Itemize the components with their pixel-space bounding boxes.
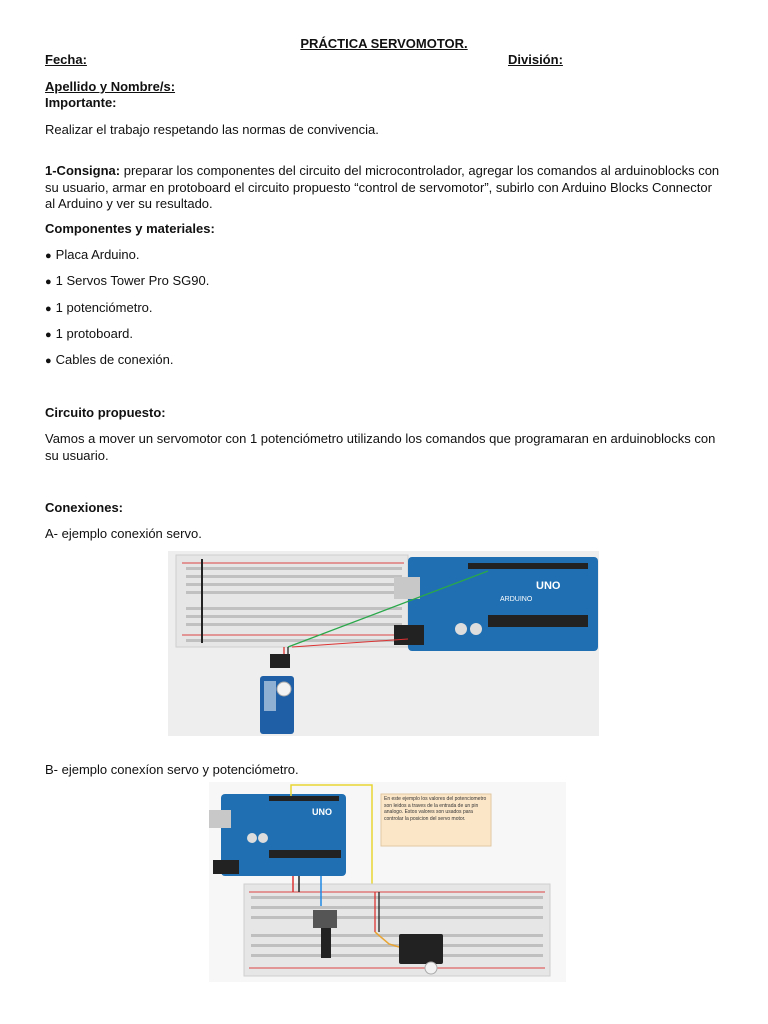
componentes-heading: Componentes y materiales: — [45, 221, 215, 236]
consigna-label: 1-Consigna: — [45, 163, 121, 178]
caption-b: B- ejemplo conexíon servo y potenciómetro. — [45, 762, 299, 777]
caption-a: A- ejemplo conexión servo. — [45, 526, 202, 541]
list-item: ● Placa Arduino. — [45, 247, 725, 265]
list-item: ● 1 protoboard. — [45, 326, 725, 344]
figure-b-board-logo: UNO — [312, 807, 332, 817]
importante-label: Importante: — [45, 95, 117, 110]
figure-a-servo-connection — [168, 551, 599, 736]
division-label: División: — [508, 52, 563, 67]
figure-a-board-brand: ARDUINO — [500, 596, 533, 603]
list-item: ● 1 potenciómetro. — [45, 300, 725, 318]
figure-b-note: En este ejemplo los valores del potenciometro son leidos a traves de la entrada de un pin analogo. Estos valores son usados para controlar la posicion del servo motor. — [384, 796, 487, 822]
circuito-heading: Circuito propuesto: — [45, 405, 166, 420]
figure-a-board-logo: UNO — [536, 580, 561, 592]
figure-b-servo-pot-connection — [209, 782, 566, 982]
conexiones-heading: Conexiones: — [45, 500, 124, 515]
list-item: ● 1 Servos Tower Pro SG90. — [45, 273, 725, 291]
apellido-nombre-label: Apellido y Nombre/s: — [45, 79, 176, 94]
consigna-text: preparar los componentes del circuito del microcontrolador, agregar los comandos al arduinoblocks con su usuario, armar en protoboard el circuito propuesto “control de servomotor”, subirlo con Arduino Blocks Connector al Arduino y ver su resultado. — [45, 163, 720, 211]
consigna-paragraph — [45, 163, 725, 213]
page-title: PRÁCTICA SERVOMOTOR. — [300, 36, 468, 51]
intro-text: Realizar el trabajo respetando las normas de convivencia. — [45, 122, 379, 137]
list-item: ● Cables de conexión. — [45, 352, 725, 370]
figure-a-diagram — [168, 551, 599, 736]
fecha-label: Fecha: — [45, 52, 87, 67]
circuito-text: Vamos a mover un servomotor con 1 potenciómetro utilizando los comandos que programaran en arduinoblocks con su usuario. — [45, 431, 716, 463]
figure-b-diagram — [209, 782, 566, 982]
